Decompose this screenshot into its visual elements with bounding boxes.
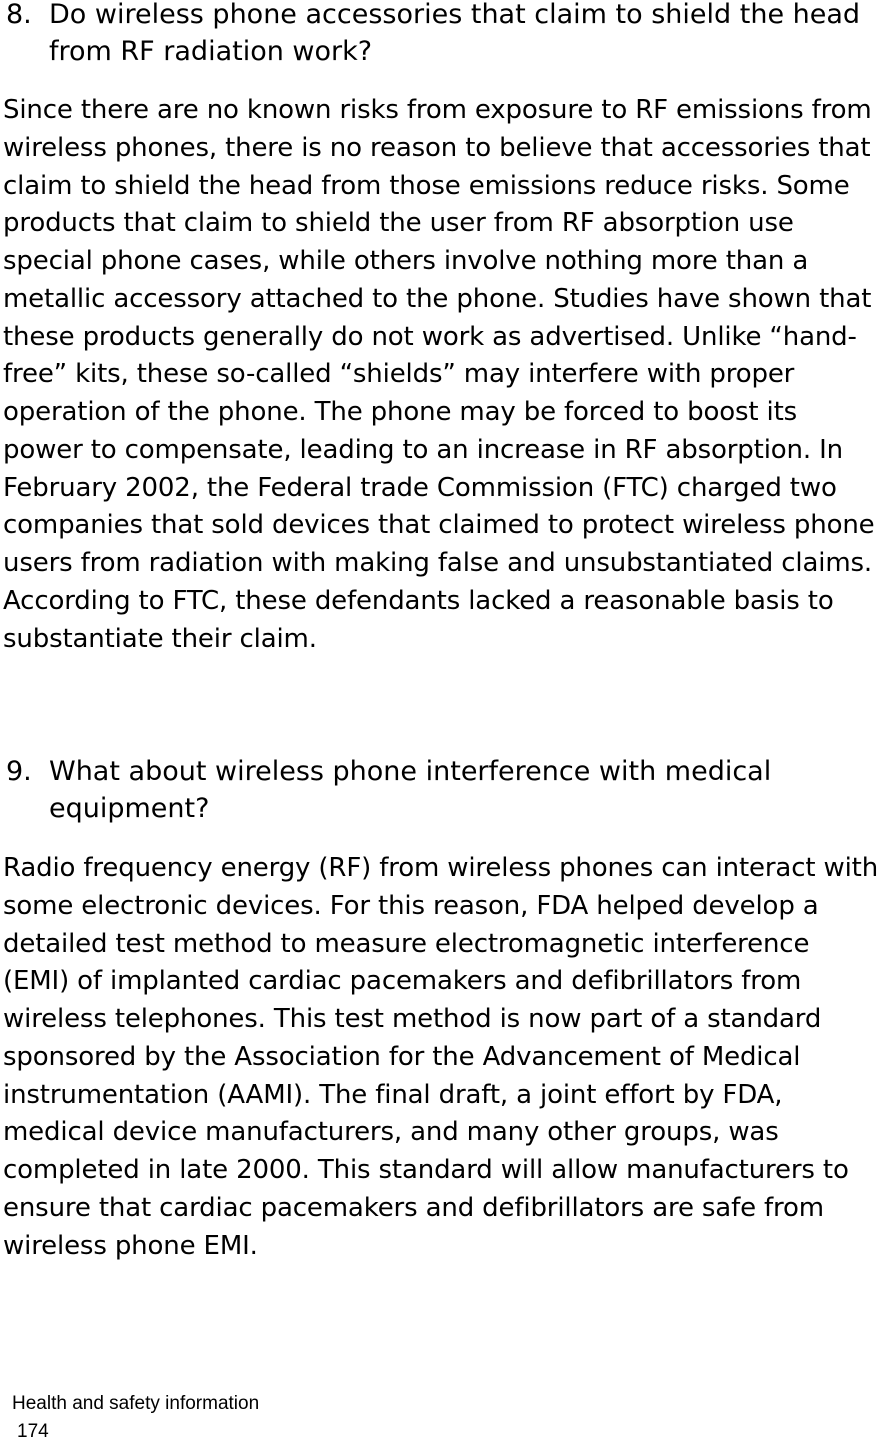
question-text: Do wireless phone accessories that claim to shield the head from RF radiation work? (49, 0, 861, 67)
answer-9: Radio frequency energy (RF) from wireless phones can interact with some electronic devices. For this reason, FDA helped develop a detailed test method to measure electromagnetic interference (EMI) of implanted cardiac pacemakers and defibrillators from wireless telephones. This test method is now part of a standard sponsored by the Association for the Advancement of Medical instrumentation (AAMI). The final draft, a joint effort by FDA, medical device manufacturers, and many other groups, was completed in late 2000. This standard will allow manufacturers to ensure that cardiac pacemakers and defibrillators are safe from wireless phone EMI. (3, 853, 879, 1261)
question-text: What about wireless phone interference with medical equipment? (49, 756, 772, 824)
footer-section-title: Health and safety information (12, 1393, 260, 1414)
question-number: 8. (6, 0, 32, 30)
question-number: 9. (6, 756, 32, 787)
question-8 (6, 0, 876, 70)
answer-8: Since there are no known risks from exposure to RF emissions from wireless phones, there is no reason to believe that accessories that claim to shield the head from those emissions reduce risks. Some products that claim to shield the user from RF absorption use special phone cases, while others involve nothing more than a metallic accessory attached to the phone. Studies have shown that these products generally do not work as advertised. Unlike “hand-free” kits, these so-called “shields” may interfere with proper operation of the phone. The phone may be forced to boost its power to compensate, leading to an increase in RF absorption. In February 2002, the Federal trade Commission (FTC) charged two companies that sold devices that claimed to protect wireless phone users from radiation with making false and unsubstantiated claims. According to FTC, these defendants lacked a reasonable basis to substantiate their claim. (3, 95, 875, 654)
page-number: 174 (17, 1421, 49, 1442)
question-9 (6, 753, 876, 827)
